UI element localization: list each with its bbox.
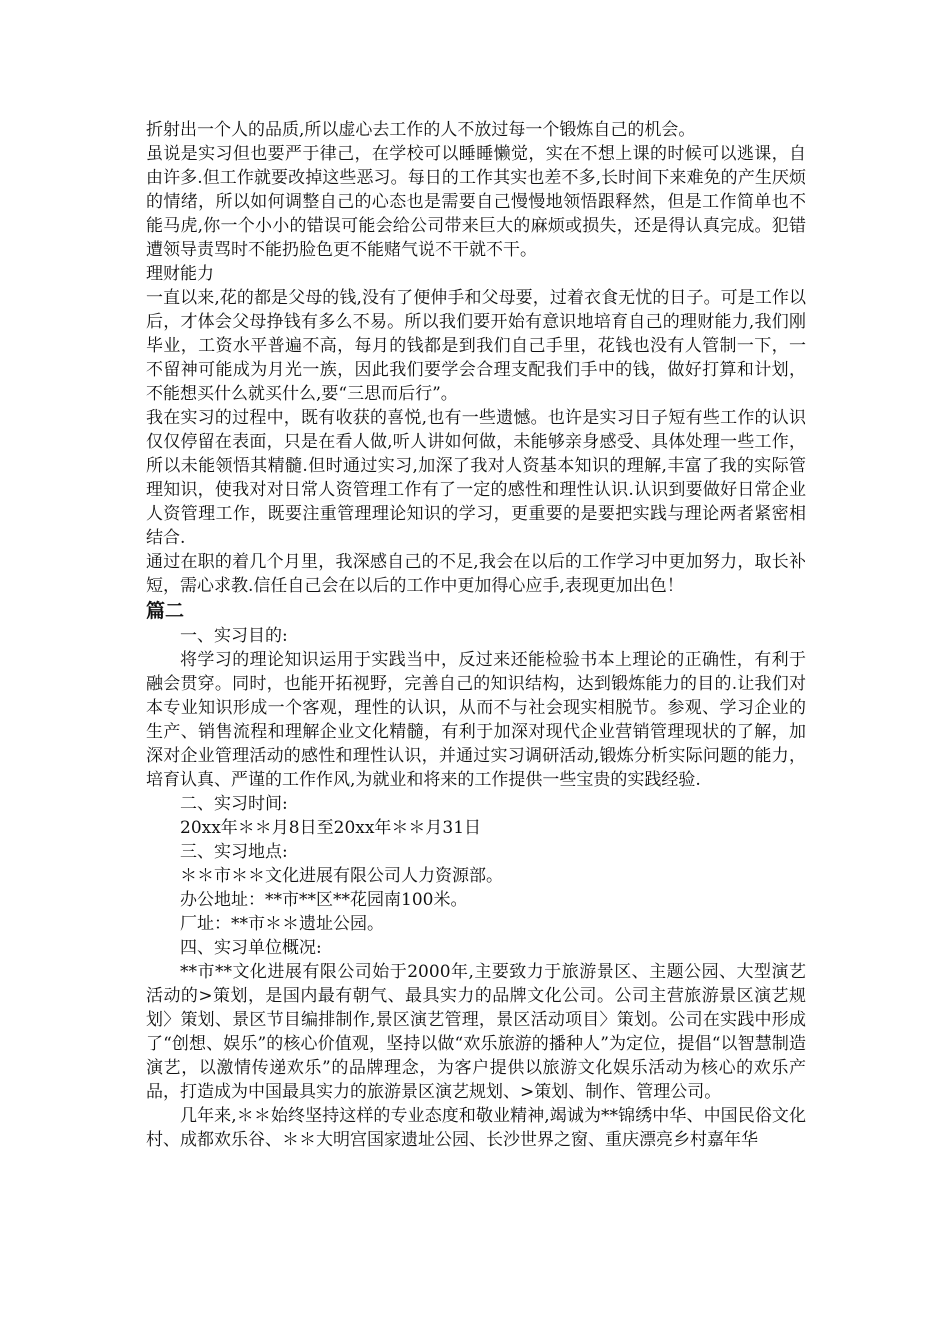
paragraph-intro-end: 折射出一个人的品质,所以虚心去工作的人不放过每一个锻炼自己的机会。 — [146, 120, 696, 140]
place-title: 三、实习地点: — [180, 842, 288, 862]
section-title-finance: 理财能力 — [146, 264, 214, 284]
overview-paragraph: **市**文化进展有限公司始于2000年,主要致力于旅游景区、主题公园、大型演艺活动的>策划，是国内最有朝气、最具实力的品牌文化公司。公司主营旅游景区演艺规划〉策划、景区节目编排制作,景区演艺管理，景区活动项目〉策划。公司在实践中形成了“创想、娱乐”的核心价值观，坚持以做“欢乐旅游的播种人”为定位，提倡“以智慧制造演艺，以激情传递欢乐”的品牌理念，为客户提供以旅游文化娱乐活动为核心的欢乐产品，打造成为中国最具实力的旅游景区演艺规划、>策划、制作、管理公司。 — [146, 962, 806, 1102]
document-page — [146, 118, 806, 1152]
purpose-paragraph: 将学习的理论知识运用于实践当中，反过来还能检验书本上理论的正确性，有利于融会贯穿。同时，也能开拓视野，完善自己的知识结构，达到锻炼能力的目的.让我们对本专业知识形成一个客观，理性的认识，从而不与社会现实相脱节。参观、学习企业的生产、销售流程和理解企业文化精髓，有利于加深对现代企业营销管理现状的了解，加深对企业管理活动的感性和理性认识，并通过实习调研活动,锻炼分析实际问题的能力，培育认真、严谨的工作作风,为就业和将来的工作提供一些宝贵的实践经验. — [146, 650, 806, 790]
time-title: 二、实习时间: — [180, 794, 288, 814]
place-paragraph: ＊＊市＊＊文化进展有限公司人力资源部。 — [180, 866, 503, 886]
overview-title: 四、实习单位概况: — [180, 938, 322, 958]
paragraph-conclusion: 通过在职的着几个月里，我深感自己的不足,我会在以后的工作学习中更加努力，取长补短，需心求教.信任自己会在以后的工作中更加得心应手,表现更加出色！ — [146, 552, 806, 596]
time-paragraph: 20xx年＊＊月8日至20xx年＊＊月31日 — [180, 818, 482, 838]
factory-address: 厂址：**市＊＊遗址公园。 — [180, 914, 384, 934]
years-paragraph: 几年来,＊＊始终坚持这样的专业态度和敬业精神,竭诚为**锦绣中华、中国民俗文化村、成都欢乐谷、＊＊大明宫国家遗址公园、长沙世界之窗、重庆漂亮乡村嘉年华 — [146, 1106, 806, 1150]
office-address: 办公地址：**市**区**花园南100米。 — [180, 890, 468, 910]
part-two-heading: 篇二 — [146, 600, 185, 622]
paragraph-reflection: 我在实习的过程中，既有收获的喜悦,也有一些遗憾。也许是实习日子短有些工作的认识仅仅停留在表面，只是在看人做,听人讲如何做，未能够亲身感受、具体处理一些工作，所以未能领悟其精髓.但时通过实习,加深了我对人资基本知识的理解,丰富了我的实际管理知识，使我对对日常人资管理工作有了一定的感性和理性认识.认识到要做好日常企业人资管理工作，既要注重管理理论知识的学习，更重要的是要把实践与理论两者紧密相结合. — [146, 408, 806, 548]
purpose-title: 一、实习目的: — [180, 626, 288, 646]
paragraph-discipline: 虽说是实习但也要严于律己，在学校可以睡睡懒觉，实在不想上课的时候可以逃课，自由许多.但工作就要改掉这些恶习。每日的工作其实也差不多,长时间下来难免的产生厌烦的情绪，所以如何调整自己的心态也是需要自己慢慢地领悟跟释然，但是工作简单也不能马虎,你一个小小的错误可能会给公司带来巨大的麻烦或损失，还是得认真完成。犯错遭领导责骂时不能扔脸色更不能赌气说不干就不干。 — [146, 144, 806, 260]
paragraph-finance: 一直以来,花的都是父母的钱,没有了便伸手和父母要，过着衣食无忧的日子。可是工作以后，才体会父母挣钱有多么不易。所以我们要开始有意识地培育自己的理财能力,我们刚毕业，工资水平普遍不高，每月的钱都是到我们自己手里，花钱也没有人管制一下，一不留神可能成为月光一族，因此我们要学会合理支配我们手中的钱，做好打算和计划，不能想买什么就买什么,要“三思而后行”。 — [146, 288, 806, 404]
